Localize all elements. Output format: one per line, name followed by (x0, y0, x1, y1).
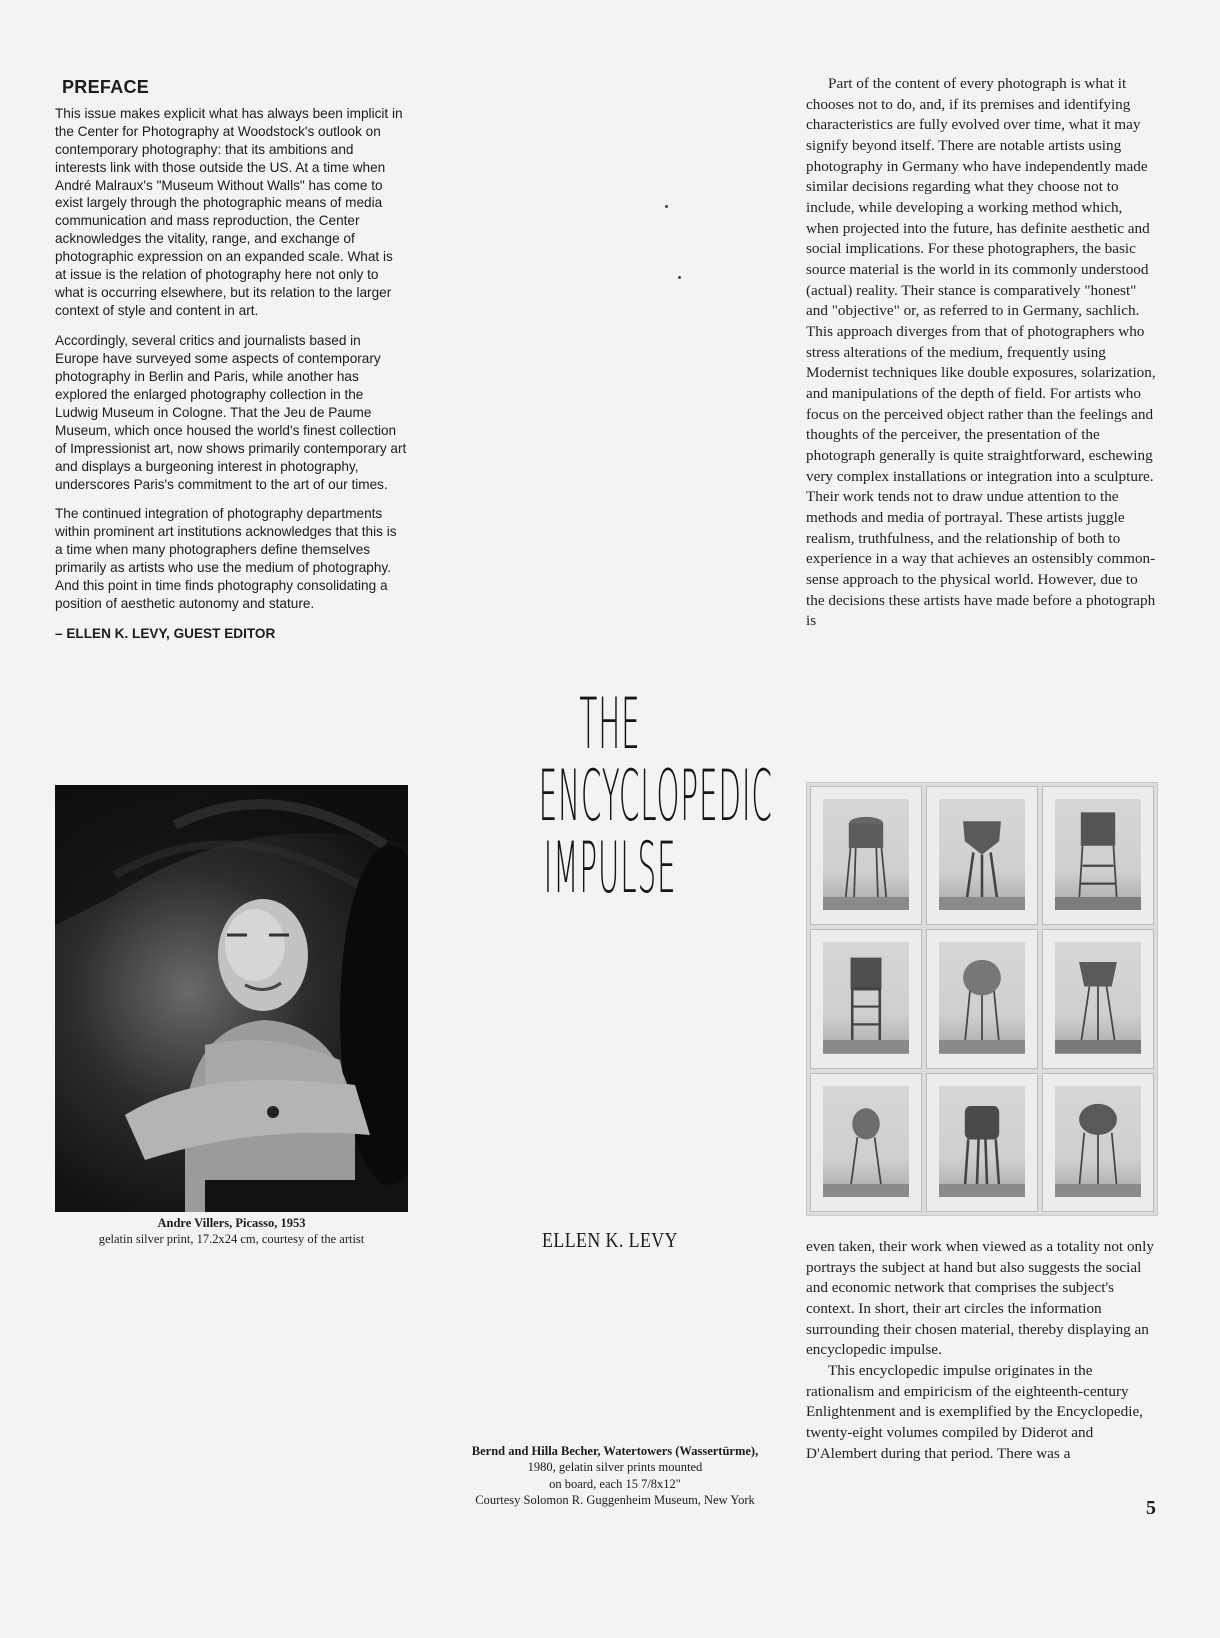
body-column-top (806, 74, 1158, 632)
watertower-print (810, 786, 922, 925)
body-paragraph-continuation: even taken, their work when viewed as a totality not only portrays the subject at hand but also suggests the social and economic network that comprises the subject's context. In short, their art circles the information surrounding their chosen material, thereby displaying an encyclopedic impulse. (806, 1238, 1154, 1359)
watertower-print (926, 929, 1038, 1068)
watertower-print (810, 1073, 922, 1212)
print-speck (665, 205, 668, 208)
becher-caption (430, 1443, 800, 1508)
becher-caption-line-3: on board, each 15 7/8x12" (549, 1476, 681, 1491)
picasso-caption-details: gelatin silver print, 17.2x24 cm, courtesy of the artist (98, 1232, 365, 1247)
preface-paragraph-2: Accordingly, several critics and journalists based in Europe have surveyed some aspects of contemporary photography in Berlin and Paris, while another has explored the enlarged photography collection in the Ludwig Museum in Cologne. That the Jeu de Paume Museum, which once housed the world's finest collection of Impressionist art, now shows primarily contemporary art and displays a burgeoning interest in photography, underscores Paris's commitment to the art of our times. (55, 333, 407, 492)
picasso-caption (55, 1215, 408, 1248)
title-line-the: THE (579, 683, 641, 765)
print-speck (678, 276, 681, 279)
body-column-bottom (806, 1237, 1158, 1464)
title-line-encyclopedic: ENCYCLOPEDIC (538, 755, 773, 837)
preface-heading: PREFACE (62, 77, 150, 97)
becher-caption-line-4: Courtesy Solomon R. Guggenheim Museum, New York (475, 1492, 755, 1507)
body-paragraph-1: Part of the content of every photograph is what it chooses not to do, and, if its premises and identifying characteristics are fully evolved over time, what it may signify beyond itself. There are notable artists using photography in Germany who have independently made similar decisions regarding what they choose not to include, while developing a working method which, when projected into the future, has definite aesthetic and social implications. For these photographers, the basic source material is the world in its commonly understood (actual) reality. Their stance is comparatively "honest" and "objective" or, as referred to in Germany, sachlich. This approach diverges from that of photographers who stress alterations of the medium, frequently using Modernist techniques like double exposures, solarization, and manipulations of the depth of field. For artists who focus on the perceived object rather than the feelings and thoughts of the perceiver, the presentation of the photograph generally is quite straightforward, eschewing very complex installations or integration into a sculpture. Their work tends not to draw undue attention to the methods and media of portrayal. These artists juggle realism, truthfulness, and the relationship of both to experience in a way that achieves an ostensibly common-sense approach to the physical world. However, due to the decisions these artists have made before a photograph is (806, 75, 1156, 630)
page-number: 5 (1146, 1497, 1156, 1519)
watertower-print (1042, 929, 1154, 1068)
preface-paragraph-1: This issue makes explicit what has always been implicit in the Center for Photography at Woodstock's outlook on contemporary photography: that its ambitions and interests link with those outside the US. At a time when André Malraux's "Museum Without Walls" has come to exist largely through the photographic means of media communication and mass reproduction, the Center acknowledges the vitality, range, and exchange of photographic expression on an expanded scale. What is at issue is the relation of photography here not only to what is occurring elsewhere, but its relation to the larger context of style and content in art. (55, 105, 403, 319)
watertower-print (1042, 1073, 1154, 1212)
watertower-print (1042, 786, 1154, 925)
watertower-print (926, 786, 1038, 925)
title-line-impulse: IMPULSE (543, 827, 677, 909)
preface-column (55, 76, 407, 643)
becher-caption-line-2: 1980, gelatin silver prints mounted (527, 1460, 703, 1475)
watertowers-grid (806, 782, 1158, 1216)
watertower-print (926, 1073, 1038, 1212)
body-paragraph-2: This encyclopedic impulse originates in the rationalism and empiricism of the eighteenth-century Enlightenment and is exemplified by the Encyclopedie, twenty-eight volumes compiled by Diderot and D'Alembert during that period. There was a (806, 1362, 1143, 1462)
preface-paragraph-3: The continued integration of photography departments within prominent art institutions acknowledges that this is a time when many photographers define themselves primarily as artists who use the medium of photography. And this point in time finds photography consolidating a position of aesthetic autonomy and stature. (55, 506, 397, 612)
watertower-print (810, 929, 922, 1068)
picasso-photograph (55, 785, 408, 1212)
becher-caption-title: Bernd and Hilla Becher, Watertowers (Wassertürme), (471, 1444, 759, 1458)
article-title (440, 683, 780, 909)
preface-signature: – ELLEN K. LEVY, GUEST EDITOR (55, 626, 276, 642)
picasso-caption-title: Andre Villers, Picasso, 1953 (157, 1216, 306, 1230)
article-author: ELLEN K. LEVY (542, 1228, 678, 1252)
